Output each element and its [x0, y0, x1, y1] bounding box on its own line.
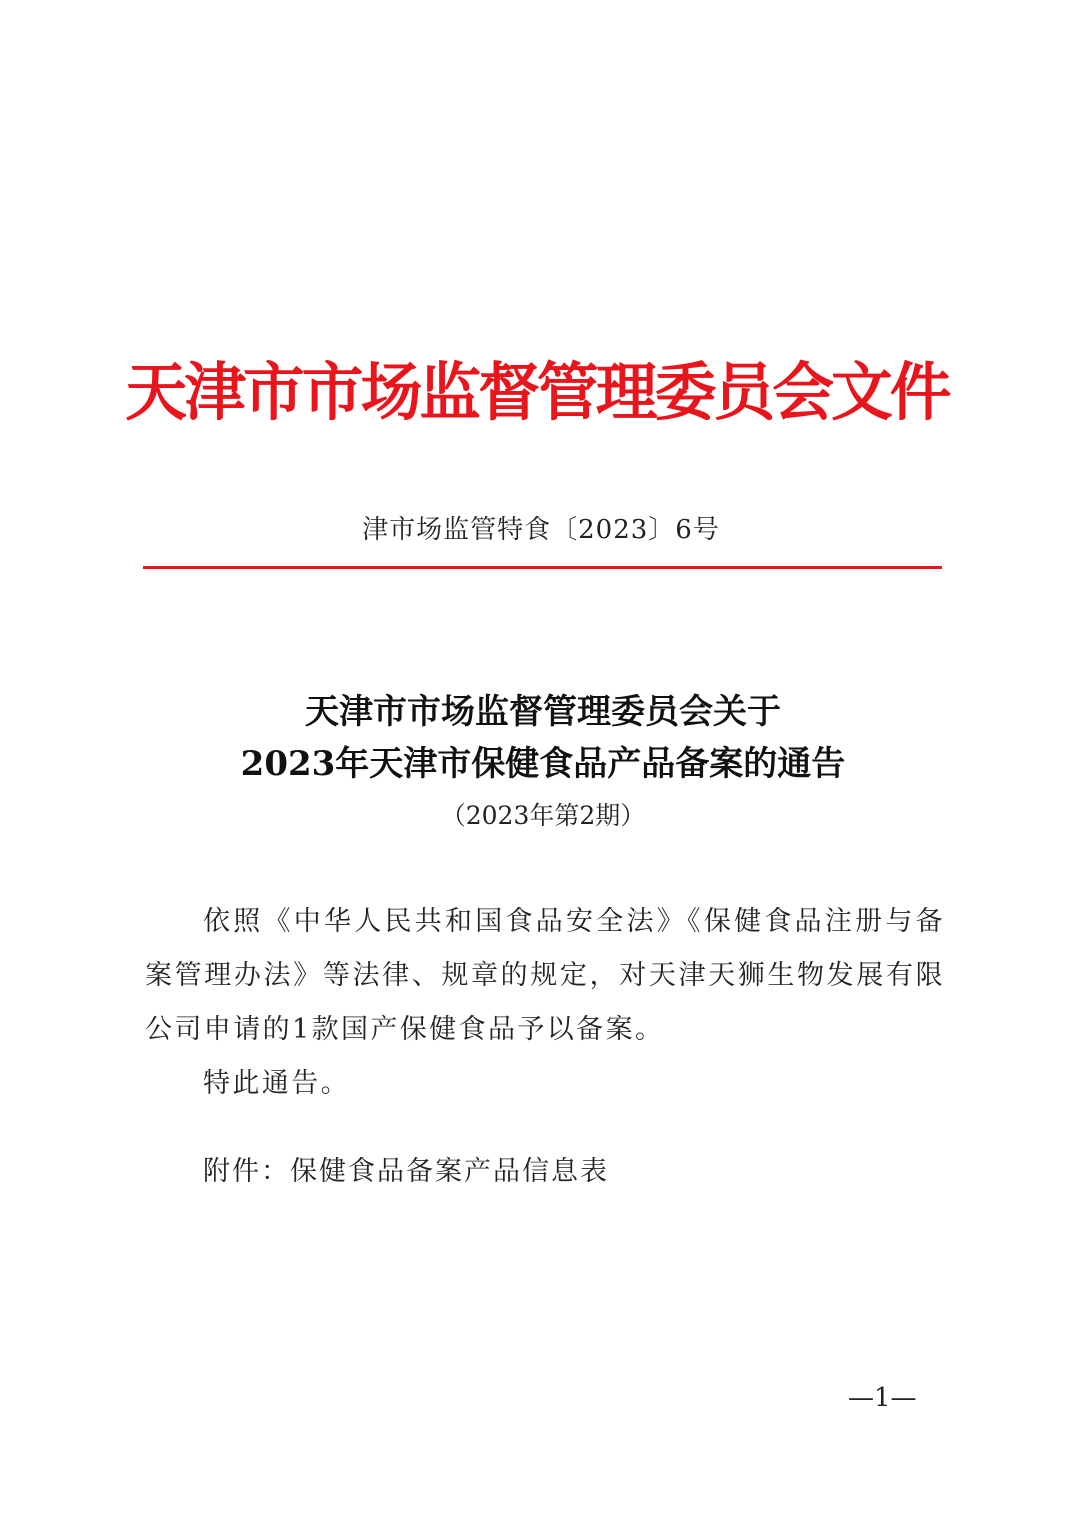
- page-number: —1—: [848, 1383, 917, 1413]
- body-paragraph-2: 特此通告。: [203, 1068, 350, 1099]
- red-divider-line: [143, 566, 942, 569]
- title-line-2: 2023年天津市保健食品产品备案的通告: [240, 744, 846, 784]
- title-line-1: 天津市市场监督管理委员会关于: [305, 692, 781, 732]
- document-number: 津市场监管特食〔2023〕6号: [362, 515, 720, 545]
- issue-number: （2023年第2期）: [440, 801, 646, 830]
- masthead-title: 天津市市场监督管理委员会文件: [125, 355, 949, 429]
- notice-title: [0, 686, 1074, 790]
- notice-body: [145, 895, 945, 1111]
- attachment-line: 附件：保健食品备案产品信息表: [203, 1156, 609, 1187]
- body-paragraph-1: 依照《中华人民共和国食品安全法》《保健食品注册与备案管理办法》等法律、规章的规定，对天津天狮生物发展有限公司申请的1款国产保健食品予以备案。: [145, 906, 945, 1045]
